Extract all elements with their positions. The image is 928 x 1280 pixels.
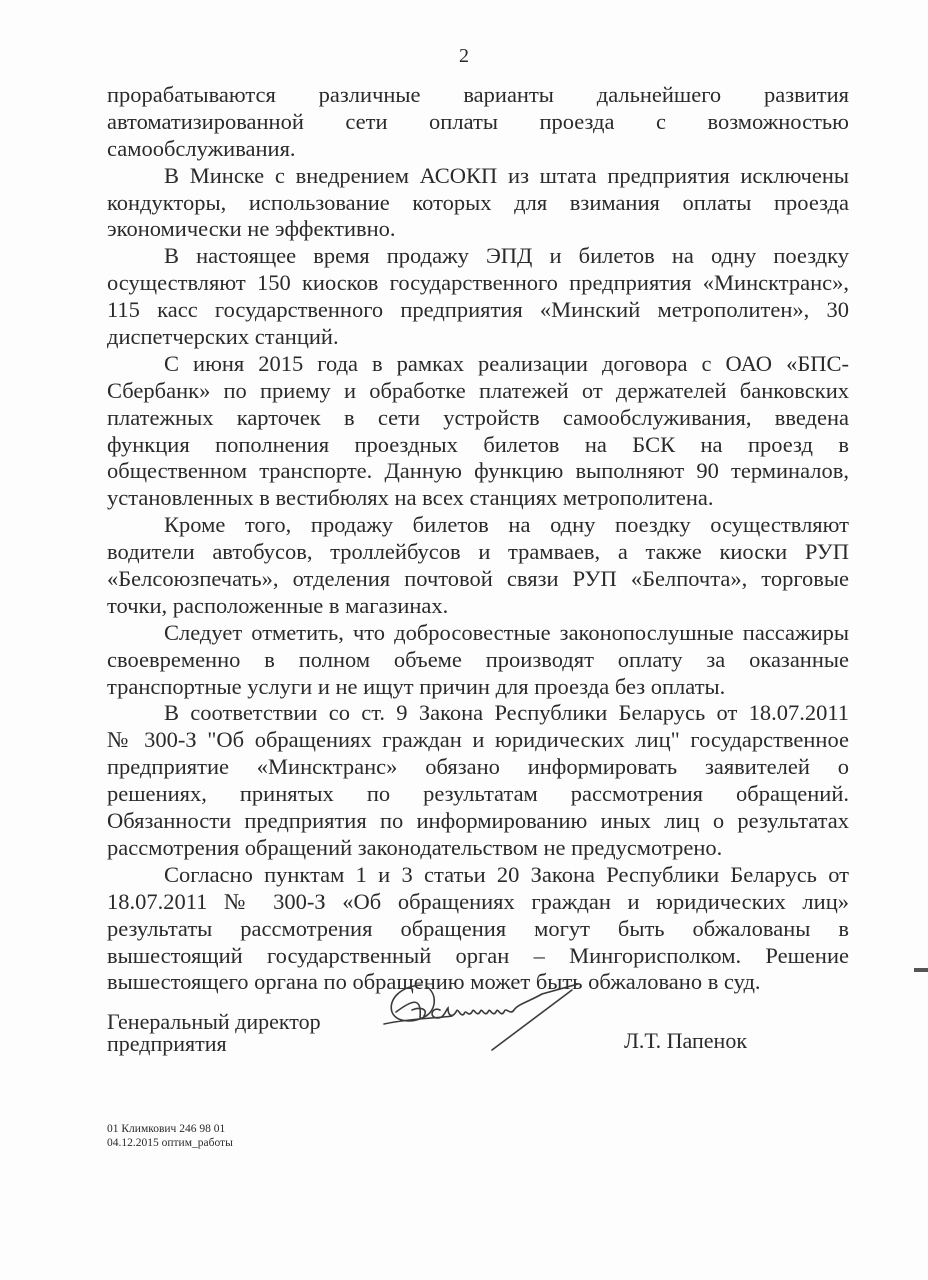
text-line: диспетчерских станций. <box>107 324 339 350</box>
paragraph <box>107 82 849 163</box>
text-line: Сбербанк» по приему и обработке платежей от держателей банковских <box>107 377 849 403</box>
text-line: функция пополнения проездных билетов на БСК на проезд в <box>107 431 849 457</box>
text-line: транспортные услуги и не ищут причин для проезда без оплаты. <box>107 673 726 699</box>
text-line: В соответствии со ст. 9 Закона Республики Беларусь от 18.07.2011 <box>164 700 849 726</box>
text-line: В настоящее время продажу ЭПД и билетов на одну поездку <box>164 243 849 269</box>
letter-body <box>107 82 849 996</box>
text-line: 115 касс государственного предприятия «Минский метрополитен», 30 <box>107 297 849 323</box>
text-line: рассмотрения обращений законодательством не предусмотрено. <box>107 834 723 860</box>
text-line: решениях, принятых по результатам рассмотрения обращений. <box>107 781 849 807</box>
paragraph <box>107 512 849 620</box>
footer-note <box>107 1122 233 1150</box>
text-line: установленных в вестибюлях на всех станциях метрополитена. <box>107 485 714 511</box>
paragraph <box>107 351 849 512</box>
signer-name: Л.Т. Папенок <box>624 1028 748 1053</box>
text-line: «Белсоюзпечать», отделения почтовой связи РУП «Белпочта», торговые <box>107 566 849 592</box>
text-line: платежных карточек в сети устройств самообслуживания, введена <box>107 404 849 430</box>
text-line: результаты рассмотрения обращения могут быть обжалованы в <box>107 915 849 941</box>
text-line: водители автобусов, троллейбусов и трамваев, а также киоски РУП <box>107 539 849 565</box>
text-line: С июня 2015 года в рамках реализации договора с ОАО «БПС- <box>164 350 849 376</box>
signer-title-line1: Генеральный директор <box>107 1009 321 1034</box>
text-line: Кроме того, продажу билетов на одну поездку осуществляют <box>164 512 849 538</box>
text-line: предприятие «Минсктранс» обязано информировать заявителей о <box>107 754 849 780</box>
handwritten-signature <box>382 980 592 1060</box>
signer-title <box>107 1011 321 1055</box>
paragraph <box>107 862 849 996</box>
footer-executor: 01 Климкович 246 98 01 <box>107 1123 226 1135</box>
text-line: 18.07.2011 № 300-З «Об обращениях граждан и юридических лиц» <box>107 888 849 914</box>
text-line: Согласно пунктам 1 и 3 статьи 20 Закона Республики Беларусь от <box>164 861 849 887</box>
signer-title-line2: предприятия <box>107 1031 227 1056</box>
text-line: прорабатываются различные варианты дальнейшего развития <box>107 82 849 107</box>
text-line: общественном транспорте. Данную функцию выполняют 90 терминалов, <box>107 458 849 484</box>
text-line: вышестоящего органа по обращению может быть обжаловано в суд. <box>107 969 761 995</box>
text-line: кондукторы, использование которых для взимания оплаты проезда <box>107 189 849 215</box>
text-line: экономически не эффективно. <box>107 216 396 242</box>
text-line: Обязанности предприятия по информированию иных лиц о результатах <box>107 808 849 834</box>
text-line: осуществляют 150 киосков государственного предприятия «Минсктранс», <box>107 270 849 296</box>
text-line: автоматизированной сети оплаты проезда с возможностью <box>107 108 849 134</box>
text-line: точки, расположенные в магазинах. <box>107 592 449 618</box>
text-line: вышестоящий государственный орган – Мингорисполком. Решение <box>107 942 849 968</box>
text-line: № 300-З "Об обращениях граждан и юридических лиц" государственное <box>107 727 849 753</box>
paragraph <box>107 620 849 701</box>
paragraph <box>107 700 849 861</box>
paragraph <box>107 243 849 351</box>
page-number: 2 <box>459 45 469 67</box>
scan-edge-mark <box>914 968 928 972</box>
text-line: самообслуживания. <box>107 135 296 161</box>
paragraph <box>107 163 849 244</box>
text-line: Следует отметить, что добросовестные законопослушные пассажиры <box>164 619 849 645</box>
text-line: своевременно в полном объеме производят оплату за оказанные <box>107 646 849 672</box>
text-line: В Минске с внедрением АСОКП из штата предприятия исключены <box>164 162 849 188</box>
footer-date-file: 04.12.2015 оптим_работы <box>107 1137 233 1149</box>
